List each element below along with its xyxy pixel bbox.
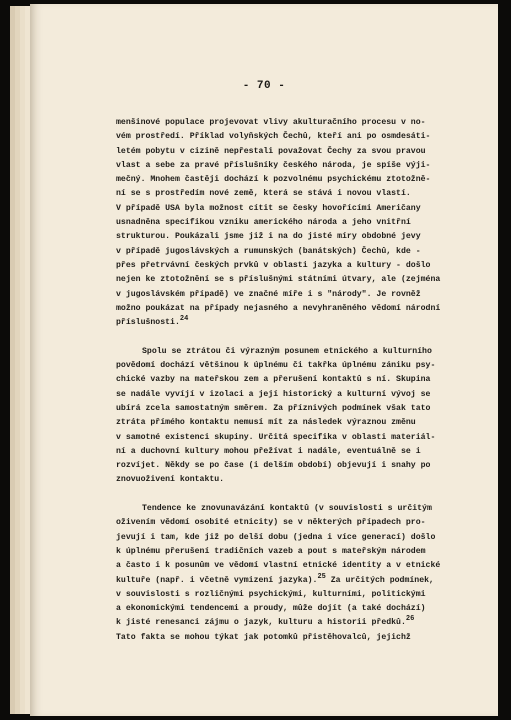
text-line-tail: Za určitých podmínek, bbox=[325, 575, 434, 585]
text-line: a často i k posunům ve vědomí vlastní etnické identity a v etnické bbox=[116, 561, 441, 571]
text-line-content: příslušnosti. bbox=[116, 318, 180, 328]
footnote-marker: 25 bbox=[317, 572, 326, 581]
document-page bbox=[30, 4, 498, 716]
text-line: menšinové populace projevovat vlivy akulturačního procesu v no- bbox=[116, 118, 426, 127]
footnote-marker: 26 bbox=[405, 615, 415, 624]
text-line-content: kultuře (např. i včetně vymizení jazyka). bbox=[116, 575, 318, 585]
text-line: Spolu se ztrátou či výrazným posunem etnického a kulturního bbox=[142, 346, 432, 356]
text-line: ubírá zcela samostatným směrem. Za příznivých podmínek však tato bbox=[116, 403, 431, 413]
text-line: ní se s prostředím nové země, která se stává i novou vlastí. bbox=[116, 189, 411, 199]
text-line: Tato fakta se mohou týkat jak potomků přistěhovalců, jejichž bbox=[116, 632, 411, 642]
text-line: v samotné existenci skupiny. Určitá specifika v oblasti materiál- bbox=[116, 432, 436, 442]
text-line-content: k jisté renesanci zájmu o jazyk, kulturu a historii předků. bbox=[116, 618, 406, 628]
text-line: jevují i tam, kde již po delší dobu (jedna i více generací) došlo bbox=[116, 532, 436, 542]
text-line: oživením vědomí osobité etnicity) se v některých případech pro- bbox=[116, 518, 426, 528]
text-line: v případě jugoslávských a rumunských (banátských) Čechů, kde - bbox=[116, 246, 421, 256]
text-line: ní a duchovní kultury mohou přežívat i nadále, eventuálně se i bbox=[116, 446, 421, 456]
text-line: povědomí dochází většinou k úplnému či takřka úplnému zániku psy- bbox=[116, 361, 436, 371]
text-line: se nadále vyvíjí v izolaci a její historický a kulturní vývoj se bbox=[116, 389, 431, 399]
page-number: - 70 - bbox=[242, 80, 286, 92]
text-line: vém prostředí. Příklad volyňských Čechů, kteří ani po osmdesáti- bbox=[116, 132, 431, 142]
text-line: znovuoživení kontaktu. bbox=[116, 475, 225, 485]
text-line: chické vazby na mateřskou zem a přerušení kontaktů s ní. Skupina bbox=[116, 375, 431, 385]
paragraph-3 bbox=[116, 502, 486, 645]
text-line: ztráta přímého kontaktu nemusí mít za následek výraznou změnu bbox=[116, 418, 416, 428]
body-text bbox=[116, 116, 486, 645]
paragraph-1 bbox=[116, 116, 486, 330]
text-line: nejen ke ztotožnění se s příslušnými státními útvary, ale (zejména bbox=[116, 275, 441, 285]
paragraph-2 bbox=[116, 345, 486, 488]
text-line: strukturou. Poukázali jsme již i na do jisté míry obdobné jevy bbox=[116, 232, 421, 242]
text-line: přes přetrvávní českých prvků v oblasti jazyka a kultury - došlo bbox=[116, 260, 431, 270]
text-line: Tendence ke znovunavázání kontaktů (v souvislosti s určitým bbox=[142, 504, 432, 514]
text-line bbox=[116, 616, 486, 630]
text-line: usnadněna specifikou vzniku amerického národa a jeho vnitřní bbox=[116, 218, 411, 228]
text-line bbox=[116, 316, 486, 330]
text-line: k úplnému přerušení tradičních vazeb a pout s mateřským národem bbox=[116, 546, 426, 556]
text-line bbox=[116, 574, 486, 588]
text-line: v souvislosti s rozličnými psychickými, kulturními, politickými bbox=[116, 589, 426, 599]
text-line: vlast a sebe za pravé příslušníky českého národa, je spíše výji- bbox=[116, 160, 431, 170]
text-line: možno poukázat na případy nejasného a nevyhraněného vědomí národní bbox=[116, 303, 441, 313]
text-line: letém pobytu v cizině nepřestali považovat Čechy za svou pravou bbox=[116, 146, 426, 156]
text-line: V případě USA byla možnost cítit se česky hovořícími Američany bbox=[116, 203, 421, 213]
footnote-marker: 24 bbox=[179, 315, 189, 324]
text-line: rozvíjet. Někdy se po čase (i delším období) objevují i snahy po bbox=[116, 461, 431, 471]
text-line: mečný. Mnohem častěji dochází k pozvolnému psychickému ztotožně- bbox=[116, 175, 431, 185]
text-line: a ekonomickými tendencemi a proudy, může dojít (a také dochází) bbox=[116, 604, 426, 614]
text-line: v jugoslávském případě) ve značné míře i s "národy". Je rovněž bbox=[116, 289, 421, 299]
